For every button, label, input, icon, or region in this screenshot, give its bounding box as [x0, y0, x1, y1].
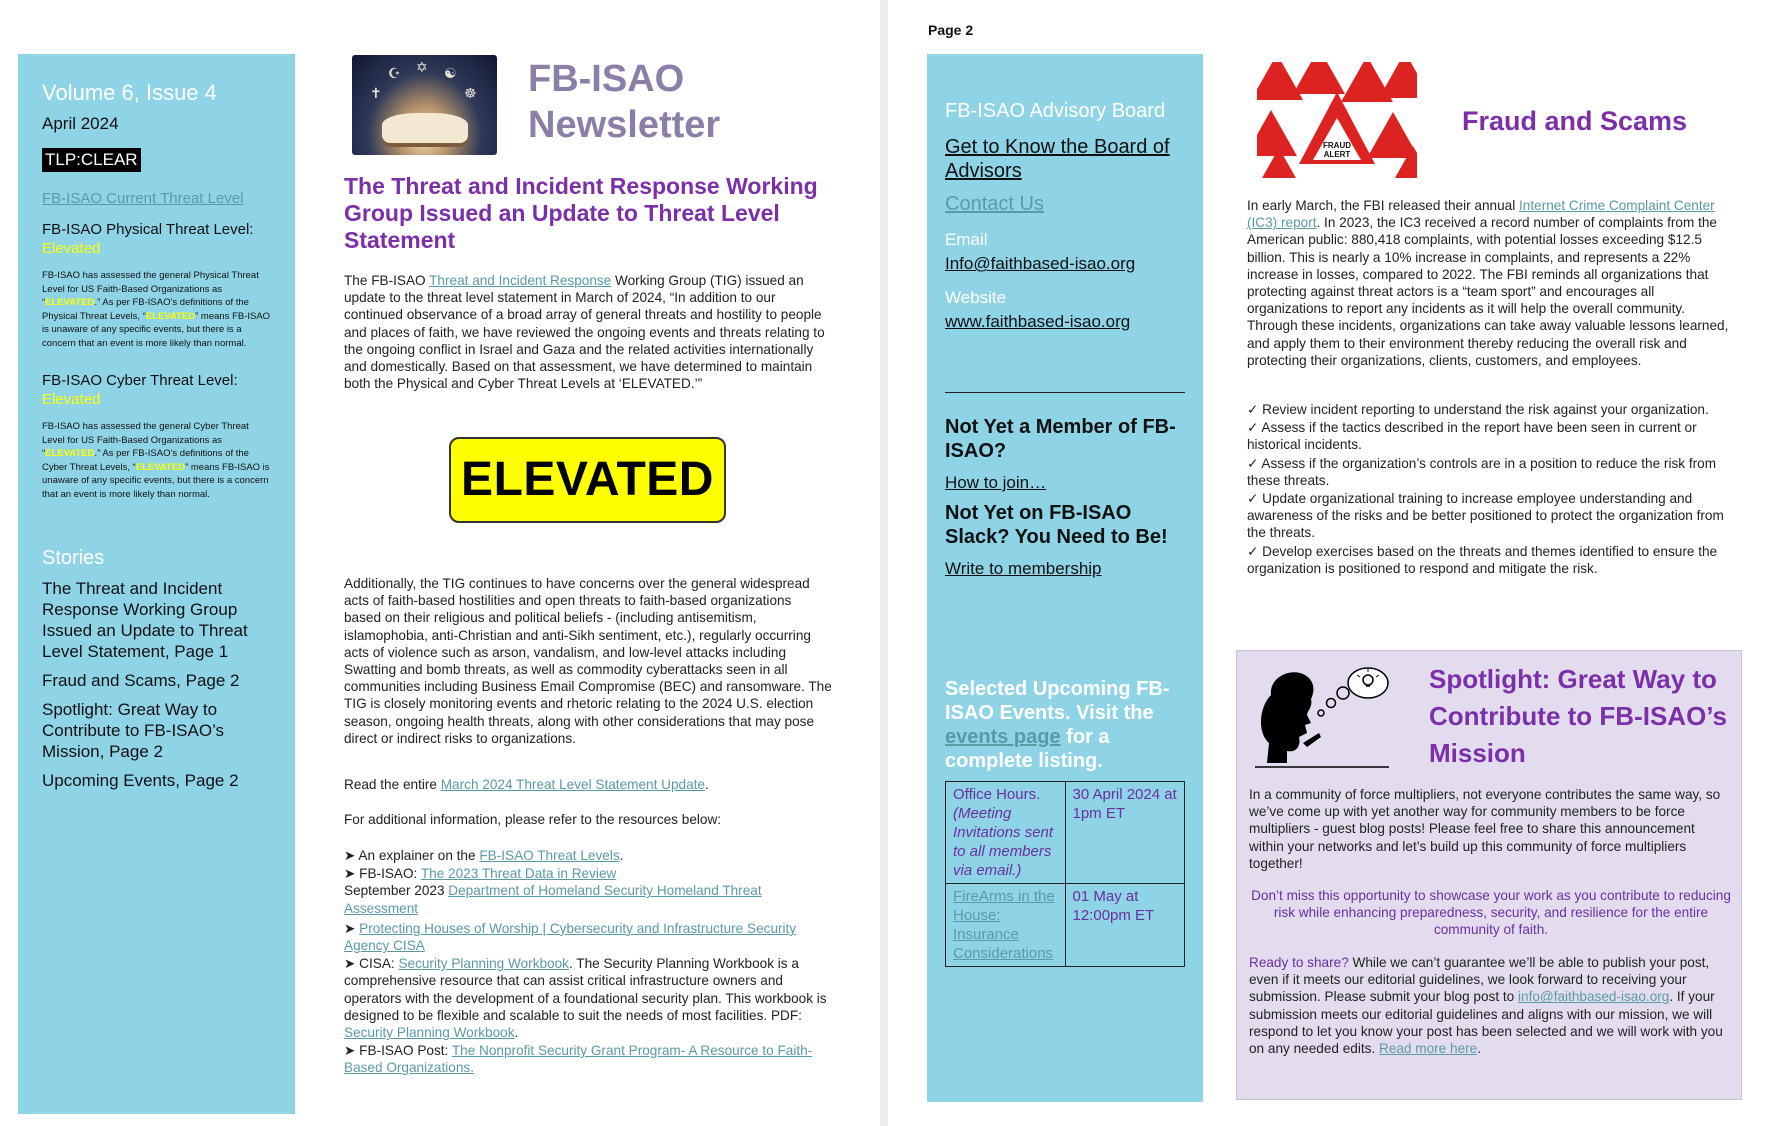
highlight: ELEVATED — [45, 297, 95, 308]
additional-info: For additional information, please refer to the resources below: — [344, 812, 722, 827]
submission-email-link[interactable]: info@faithbased-isao.org — [1518, 989, 1670, 1005]
highlight: ELEVATED — [45, 448, 95, 459]
events-page-link[interactable]: events page — [945, 726, 1061, 748]
spotlight-paragraph — [1249, 954, 1733, 1057]
text: Office Hours. — [953, 786, 1041, 803]
text: ” means FB-ISAO is unaware of any specific events, but there is a concern that an event is more likely than normal. — [42, 310, 271, 349]
spotlight-paragraph: In a community of force multipliers, not everyone contributes the same way, so we’ve come up with yet another way for community members to be force multipliers - guest blog posts! Please feel free to share this announcement within your networks and let’s build up this community of force multipliers together! — [1249, 787, 1721, 871]
text: Working Group (TIG) issued an update to the threat level statement in March of 2024, “In addition to our continued observance of a broad array of general threats and hostility to people and places of faith, we have reviewed the ongoing events and threats relating to the ongoing conflict in Israel and Gaza and the related activities internationally and domestically. Based on that assessment, we have determined to maintain both the Physical and Cyber Threat Levels at ‘ELEVATED.’” — [344, 273, 825, 392]
highlight: ELEVATED — [145, 310, 196, 322]
spotlight-callout: Don’t miss this opportunity to showcase your work as you contribute to reducing risk while enhancing preparedness, security, and resilience for the entire community of faith. — [1251, 888, 1731, 938]
resource-link[interactable]: The Nonprofit Security Grant Program- A Resource to Faith-Based Organizations. — [344, 1043, 813, 1076]
tig-link[interactable]: Threat and Incident Response — [429, 273, 612, 288]
resources-list — [344, 846, 832, 1077]
resource-link[interactable]: FB-ISAO Threat Levels — [479, 848, 620, 863]
newsletter-title — [528, 56, 720, 148]
event-name — [946, 884, 1066, 967]
stories-heading: Stories — [42, 547, 105, 569]
advisory-board-heading: FB-ISAO Advisory Board — [945, 100, 1166, 122]
text: . In 2023, the IC3 received a record number of complaints from the American public: 880,418 complaints, with potential losses exceeding $12.5 billion. This is nearly a 10% increase in complaints, and represents a 22% increase in losses, compared to 2022. The FBI reminds all organizations that protecting against threat actors is a “team sport” and encourages all organizations to report any incidents as it will help the overall community. Through these incidents, organizations can take away valuable lessons learned, and apply them to their environment thereby reducing the overall risk and protecting their organizations, clients, customers, and employees. — [1247, 215, 1729, 368]
how-to-join-link[interactable]: How to join… — [945, 473, 1047, 492]
story-item: Fraud and Scams, Page 2 — [42, 671, 240, 690]
resource-item — [344, 882, 832, 916]
text: Selected Upcoming FB-ISAO Events. Visit the — [945, 678, 1170, 724]
text: . — [619, 848, 624, 863]
resource-item — [344, 920, 832, 954]
text: .” As per FB-ISAO’s definitions of the Physical Threat Levels, “ — [42, 297, 249, 322]
fraud-paragraph — [1247, 197, 1735, 369]
physical-threat-heading: FB-ISAO Physical Threat Level: — [42, 221, 254, 238]
slack-heading: Not Yet on FB-ISAO Slack? You Need to Be! — [945, 502, 1168, 548]
cyber-threat-description — [42, 420, 271, 501]
physical-threat-description — [42, 269, 271, 350]
text: . — [1477, 1041, 1482, 1057]
title-line: Newsletter — [528, 104, 721, 146]
text: for a complete listing. — [945, 726, 1110, 772]
spotlight-heading: Spotlight: Great Way to Contribute to FB-ISAO’s Mission — [1429, 664, 1728, 768]
text: . The Security Planning Workbook is a comprehensive resource that can assist critical infrastructure owners and operators with the development of a foundational security plan. This workbook is designed to be flexible and scalable to suit the needs of most facilities. PDF: — [344, 956, 827, 1023]
member-heading: Not Yet a Member of FB-ISAO? — [945, 416, 1176, 462]
text: ➤ An explainer on the — [344, 848, 480, 863]
story-item: Spotlight: Great Way to Contribute to FB-ISAO’s Mission, Page 2 — [42, 700, 225, 761]
resource-link[interactable]: Department of Homeland Security Homeland Threat Assessment — [344, 883, 762, 916]
read-more-link[interactable]: Read more here — [1379, 1041, 1478, 1057]
event-link[interactable]: FireArms in the House: Insurance Considerations — [953, 888, 1055, 962]
text: Read the entire — [344, 777, 441, 792]
text: FB-ISAO has assessed the general Cyber Threat Level for US Faith-Based Organizations as “ — [42, 421, 249, 459]
story-paragraph: Additionally, the TIG continues to have concerns over the general widespread acts of faith-based hostilities and open threats to faith-based organizations based on their religious and political beliefs - (including antisemitism, islamophobia, anti-Christian and anti-Sikh sentiment, etc.), regularly occurring acts of violence such as arson, vandalism, and low-level attacks including Swatting and bomb threats, as well as commodity cyberattacks seen in all communities including Business Email Compromise (BEC) and ransomware. The TIG is closely monitoring events and rhetoric relating to the 2024 U.S. election season, ongoing health threats, along with other considerations that may pose direct or indirect risks to organizations. — [344, 576, 832, 746]
text: . If your submission meets our editorial guidelines and aligns with our mission, we will respond to let you know your post has been selected and we will work with you on any needed edits. — [1249, 989, 1723, 1057]
resource-link[interactable]: Security Planning Workbook — [344, 1025, 515, 1041]
divider — [945, 392, 1185, 393]
issue-date: April 2024 — [42, 114, 119, 133]
text: FB-ISAO has assessed the general Physical Threat Level for US Faith-Based Organizations as “ — [42, 270, 259, 308]
event-date: 01 May at 12:00pm ET — [1065, 884, 1185, 967]
threat-statement-link[interactable]: March 2024 Threat Level Statement Update — [440, 777, 705, 792]
text: . — [514, 1025, 519, 1041]
contact-us-link[interactable]: Contact Us — [945, 193, 1044, 215]
thinking-person-icon — [1251, 663, 1391, 768]
text: In early March, the FBI released their annual — [1247, 198, 1520, 213]
current-threat-level-link[interactable]: FB-ISAO Current Threat Level — [42, 190, 244, 207]
text: ” means FB-ISAO is unaware of any specific events, but there is a concern that an event is more likely than normal. — [42, 461, 270, 500]
text: . — [704, 777, 709, 792]
physical-threat-level: Elevated — [42, 240, 101, 257]
cyber-threat-heading: FB-ISAO Cyber Threat Level: — [42, 372, 238, 389]
spotlight-box — [1236, 650, 1742, 1100]
website-label: Website — [945, 288, 1007, 307]
write-membership-link[interactable]: Write to membership — [945, 559, 1102, 578]
cyber-threat-level: Elevated — [42, 391, 101, 408]
volume-issue: Volume 6, Issue 4 — [42, 80, 217, 105]
text: ➤ FB-ISAO: — [344, 866, 421, 882]
resource-link[interactable]: Security Planning Workbook — [398, 956, 569, 972]
checklist-item: ✓ Assess if the organization’s controls are in a position to reduce the risk from these threats. — [1247, 455, 1717, 488]
fraud-alert-text: FRAUD ALERT — [1323, 141, 1351, 159]
text: The FB-ISAO — [344, 273, 430, 288]
highlight: ELEVATED — [135, 461, 186, 473]
newsletter-page-1 — [0, 0, 880, 1126]
checklist-item: ✓ Review incident reporting to understand the risk against your organization. — [1247, 402, 1709, 417]
checklist-item: ✓ Develop exercises based on the threats and themes identified to ensure the organization is positioned to respond and mitigate the risk. — [1247, 543, 1718, 576]
text: ➤ — [344, 920, 360, 936]
resource-item — [344, 1042, 832, 1076]
story-item: Upcoming Events, Page 2 — [42, 771, 239, 790]
story-paragraph — [344, 272, 832, 392]
text: While we can’t guarantee we’ll be able to publish your post, even if it meets our editorial guidelines, we look forward to receiving your submission. Please submit your blog post to — [1249, 955, 1710, 1005]
title-line: FB-ISAO — [528, 58, 685, 100]
open-book-religious-symbols-icon: ☪ ✡ ☯ ✝ ☸ — [352, 55, 497, 155]
resource-item — [344, 865, 832, 882]
text: ➤ FB-ISAO Post: — [344, 1043, 452, 1059]
ready-to-share: Ready to share? — [1249, 955, 1349, 970]
email-link[interactable]: Info@faithbased-isao.org — [945, 254, 1136, 273]
sidebar-page-2 — [927, 54, 1203, 1102]
fraud-alert-image — [1257, 62, 1417, 178]
read-entire-line — [344, 776, 832, 793]
text: September 2023 — [344, 883, 449, 899]
resource-link[interactable]: Protecting Houses of Worship | Cybersecurity and Infrastructure Security Agency CISA — [344, 920, 797, 954]
story-item: The Threat and Incident Response Working Group Issued an Update to Threat Level Statement, Page 1 — [42, 579, 248, 661]
resource-item — [344, 955, 832, 1041]
event-note: (Meeting Invitations sent to all members via email.) — [953, 805, 1054, 879]
text: .” As per FB-ISAO’s definitions of the Cyber Threat Levels, “ — [42, 448, 249, 473]
checklist-item: ✓ Assess if the tactics described in the report have been seen in current or historical incidents. — [1247, 420, 1697, 453]
email-label: Email — [945, 230, 988, 249]
table-row — [946, 884, 1185, 967]
website-link[interactable]: www.faithbased-isao.org — [945, 312, 1131, 331]
event-name — [946, 782, 1066, 884]
fraud-heading: Fraud and Scams — [1462, 106, 1688, 136]
resource-item — [344, 847, 832, 864]
sidebar-page-1 — [18, 54, 295, 1114]
events-heading — [945, 677, 1185, 773]
checklist-item: ✓ Update organizational training to increase employee understanding and awareness of the risks and be better positioned to protect the organization from the threats. — [1247, 491, 1724, 541]
page-number-label: Page 2 — [928, 22, 974, 38]
board-of-advisors-link[interactable]: Get to Know the Board of Advisors — [945, 136, 1170, 182]
ic3-report-link[interactable]: Internet Crime Complaint Center (IC3) report — [1247, 198, 1715, 231]
text: ➤ CISA: — [344, 956, 399, 972]
event-date: 30 April 2024 at 1pm ET — [1065, 782, 1185, 884]
elevated-badge: ELEVATED — [449, 437, 726, 523]
story-headline: The Threat and Incident Response Working Group Issued an Update to Threat Level Statement — [344, 173, 818, 253]
table-row — [946, 782, 1185, 884]
fraud-checklist — [1247, 400, 1735, 577]
tlp-badge: TLP:CLEAR — [42, 148, 141, 172]
resource-link[interactable]: The 2023 Threat Data in Review — [420, 866, 617, 882]
events-table — [945, 781, 1185, 967]
